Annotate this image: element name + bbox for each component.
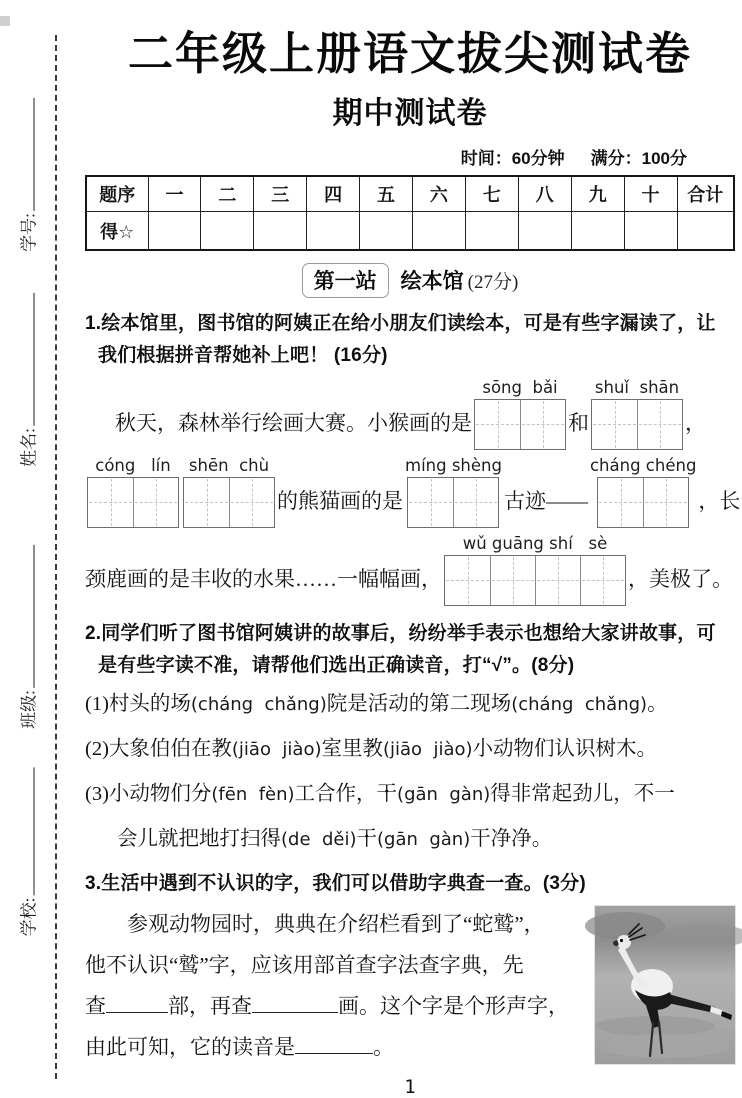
- class-field: [15, 545, 40, 729]
- passage-text: 。: [373, 1034, 394, 1059]
- secretary-bird-illustration: [595, 906, 735, 1064]
- target-character: 教 ●: [362, 738, 383, 760]
- passage-text: 由此可知，它的读音是: [85, 1034, 295, 1059]
- target-character: 场 ●: [491, 693, 512, 715]
- passage-text: 查: [85, 993, 106, 1018]
- score-table-header-cell: 七: [465, 176, 518, 212]
- q1-passage-line1: [85, 378, 735, 450]
- full-score-label: 满分：100分: [590, 148, 687, 168]
- pinyin-label: sōng bǎi: [482, 377, 558, 397]
- score-table-header-cell: 合计: [677, 176, 734, 212]
- score-row-label: 得☆: [86, 212, 148, 250]
- passage-line: [85, 904, 591, 945]
- score-table-header-cell: 一: [148, 176, 201, 212]
- passage-text: ，美极了。: [628, 566, 733, 591]
- item-text: 得非常起劲儿，不一: [490, 782, 675, 805]
- section-header: [85, 263, 735, 298]
- item-text: 室里: [321, 737, 363, 760]
- score-cell[interactable]: [201, 212, 254, 250]
- item-text: 工合作，: [294, 782, 377, 805]
- item-text: (3)小动物们: [85, 782, 191, 805]
- pronunciation-options[interactable]: (cháng chǎng): [511, 693, 648, 715]
- q2-item-3-line1: [85, 772, 735, 817]
- writing-grid[interactable]: [87, 477, 179, 528]
- pinyin-answer-box: [183, 456, 275, 528]
- item-text: 干净净。: [470, 827, 553, 850]
- pronunciation-options[interactable]: (jiāo jiào): [231, 738, 322, 760]
- score-table-score-row: [86, 212, 734, 250]
- pinyin-answer-box: [591, 378, 683, 450]
- time-and-score-info: [85, 144, 735, 169]
- score-table-header-row: [86, 176, 734, 212]
- target-character: 场 ●: [170, 693, 191, 715]
- pinyin-answer-box: [444, 534, 626, 606]
- print-registration-mark: [0, 16, 10, 26]
- item-text: (1)村头的: [85, 692, 171, 715]
- q1-passage-line2: [85, 455, 741, 528]
- target-character: 得 ●: [261, 828, 282, 850]
- section-points: (27分): [467, 271, 519, 293]
- score-table-header-cell: 六: [412, 176, 465, 212]
- item-text: 小动物们认识树木。: [472, 737, 658, 760]
- writing-grid[interactable]: [591, 399, 683, 450]
- page-number: 1: [404, 1075, 416, 1098]
- q3-body: [85, 904, 735, 1068]
- passage-text: 和: [568, 410, 589, 435]
- school-field: [15, 768, 40, 937]
- passage-text: 的熊猫画的是: [277, 488, 403, 513]
- pronunciation-options[interactable]: (fēn fèn): [211, 783, 295, 805]
- section-badge: 第一站: [302, 263, 389, 298]
- writing-grid[interactable]: [597, 477, 689, 528]
- pinyin-label: shēn chù: [188, 455, 270, 475]
- target-character: 教 ●: [211, 738, 232, 760]
- pinyin-answer-box: [87, 456, 179, 528]
- passage-line: 他不认识“鹫”字，应该用部首查字法查字典，先: [85, 952, 524, 977]
- score-cell[interactable]: [465, 212, 518, 250]
- passage-text: 古迹——: [503, 488, 588, 513]
- pronunciation-options[interactable]: (gān gàn): [377, 828, 471, 850]
- score-cell[interactable]: [148, 212, 201, 250]
- passage-text: 参观动物园时，典典在介绍栏看到了“蛇鹫”，: [127, 911, 545, 936]
- passage-text: 部，再查: [168, 993, 252, 1018]
- q1-stem-line1: 1.绘本馆里，图书馆的阿姨正在给小朋友们读绘本，可是有些字漏读了，让: [85, 312, 716, 334]
- passage-text: ，: [685, 410, 706, 435]
- school-label: 学校:: [19, 897, 39, 937]
- score-table-header-cell: 二: [201, 176, 254, 212]
- score-cell-total[interactable]: [677, 212, 734, 250]
- score-cell[interactable]: [571, 212, 624, 250]
- score-table-header-cell: 十: [624, 176, 677, 212]
- paper-subtitle: 期中测试卷: [332, 96, 488, 130]
- target-character: 干 ●: [377, 783, 398, 805]
- q2-stem-line2: 是有些字读不准，请帮他们选出正确读音，打“√”。(8分): [98, 654, 575, 676]
- class-input-line[interactable]: [18, 545, 34, 688]
- score-table-header-cell: 三: [254, 176, 307, 212]
- score-table-header-cell: 八: [518, 176, 571, 212]
- item-text: 会儿就把地打扫: [117, 827, 261, 850]
- passage-line: [85, 986, 591, 1027]
- class-label: 班级:: [19, 690, 39, 729]
- pronunciation-options[interactable]: (jiāo jiào): [382, 738, 473, 760]
- pronunciation-options[interactable]: (cháng chǎng): [190, 693, 327, 715]
- pinyin-answer-box: [405, 456, 502, 528]
- pinyin-answer-box: [474, 378, 566, 450]
- student-id-input-line[interactable]: [18, 98, 34, 211]
- pinyin-answer-box: [590, 456, 696, 528]
- dashed-cut-line: [55, 35, 57, 1079]
- q2-item-2: [85, 727, 735, 772]
- pinyin-label: cháng chéng: [589, 455, 697, 475]
- pinyin-label: míng shèng: [405, 455, 502, 475]
- school-input-line[interactable]: [18, 768, 34, 896]
- student-id-field: [15, 98, 40, 252]
- pinyin-label: wǔ guāng shí sè: [462, 533, 608, 553]
- writing-grid[interactable]: [183, 477, 275, 528]
- item-text: 院是活动的第二现: [326, 692, 491, 715]
- writing-grid[interactable]: [444, 555, 626, 606]
- pronunciation-options[interactable]: (gān gàn): [397, 783, 491, 805]
- q3-stem: 3.生活中遇到不认识的字，我们可以借助字典查一查。(3分): [85, 872, 586, 894]
- q1-passage-line3: [85, 534, 735, 606]
- q3-passage: [85, 904, 591, 1068]
- score-cell[interactable]: [412, 212, 465, 250]
- target-character: 分 ●: [191, 783, 212, 805]
- student-name-label: 姓名:: [19, 428, 39, 467]
- item-text: 。: [647, 692, 668, 715]
- section-name: 绘本馆: [400, 269, 464, 293]
- student-name-field: [15, 293, 40, 467]
- passage-text: 秋天，森林举行绘画大赛。小猴画的是: [115, 410, 472, 435]
- score-cell[interactable]: [254, 212, 307, 250]
- pronunciation-options[interactable]: (de děi): [281, 828, 357, 850]
- passage-text: 画。这个字是个形声字，: [338, 993, 569, 1018]
- pronunciation-blank[interactable]: [295, 1033, 373, 1054]
- score-table-header-cell: 九: [571, 176, 624, 212]
- stroke-count-blank[interactable]: [252, 992, 338, 1013]
- target-character: 干 ●: [357, 828, 378, 850]
- writing-grid[interactable]: [474, 399, 566, 450]
- score-table-header-cell: 题序: [86, 176, 148, 212]
- q1-stem-line2: 我们根据拼音帮她补上吧！ (16分): [98, 344, 388, 366]
- score-cell[interactable]: [307, 212, 360, 250]
- q2-item-1: [85, 682, 735, 727]
- time-limit-label: 时间：60分钟: [460, 148, 565, 168]
- score-table-header-cell: 五: [360, 176, 413, 212]
- score-table-header-cell: 四: [307, 176, 360, 212]
- radical-blank[interactable]: [106, 992, 168, 1013]
- passage-text: ，长: [698, 488, 741, 513]
- q2-stem-line1: 2.同学们听了图书馆阿姨讲的故事后，纷纷举手表示也想给大家讲故事，可: [85, 622, 716, 644]
- passage-line: [85, 1027, 591, 1068]
- score-table: [85, 175, 735, 251]
- score-cell[interactable]: [624, 212, 677, 250]
- paper-main-column: [85, 0, 741, 1098]
- secretary-bird-photo: [595, 906, 735, 1064]
- writing-grid[interactable]: [407, 477, 499, 528]
- score-cell[interactable]: [518, 212, 571, 250]
- student-id-label: 学号:: [19, 213, 39, 252]
- pinyin-label: cóng lín: [95, 455, 171, 475]
- pinyin-label: shuǐ shān: [594, 377, 680, 397]
- student-name-input-line[interactable]: [18, 293, 34, 426]
- item-text: (2)大象伯伯在: [85, 737, 212, 760]
- passage-text: 颈鹿画的是丰收的水果……一幅幅画，: [85, 566, 442, 591]
- score-cell[interactable]: [360, 212, 413, 250]
- paper-title: 二年级上册语文拔尖测试卷: [127, 28, 692, 79]
- q2-item-3-line2: [85, 817, 735, 862]
